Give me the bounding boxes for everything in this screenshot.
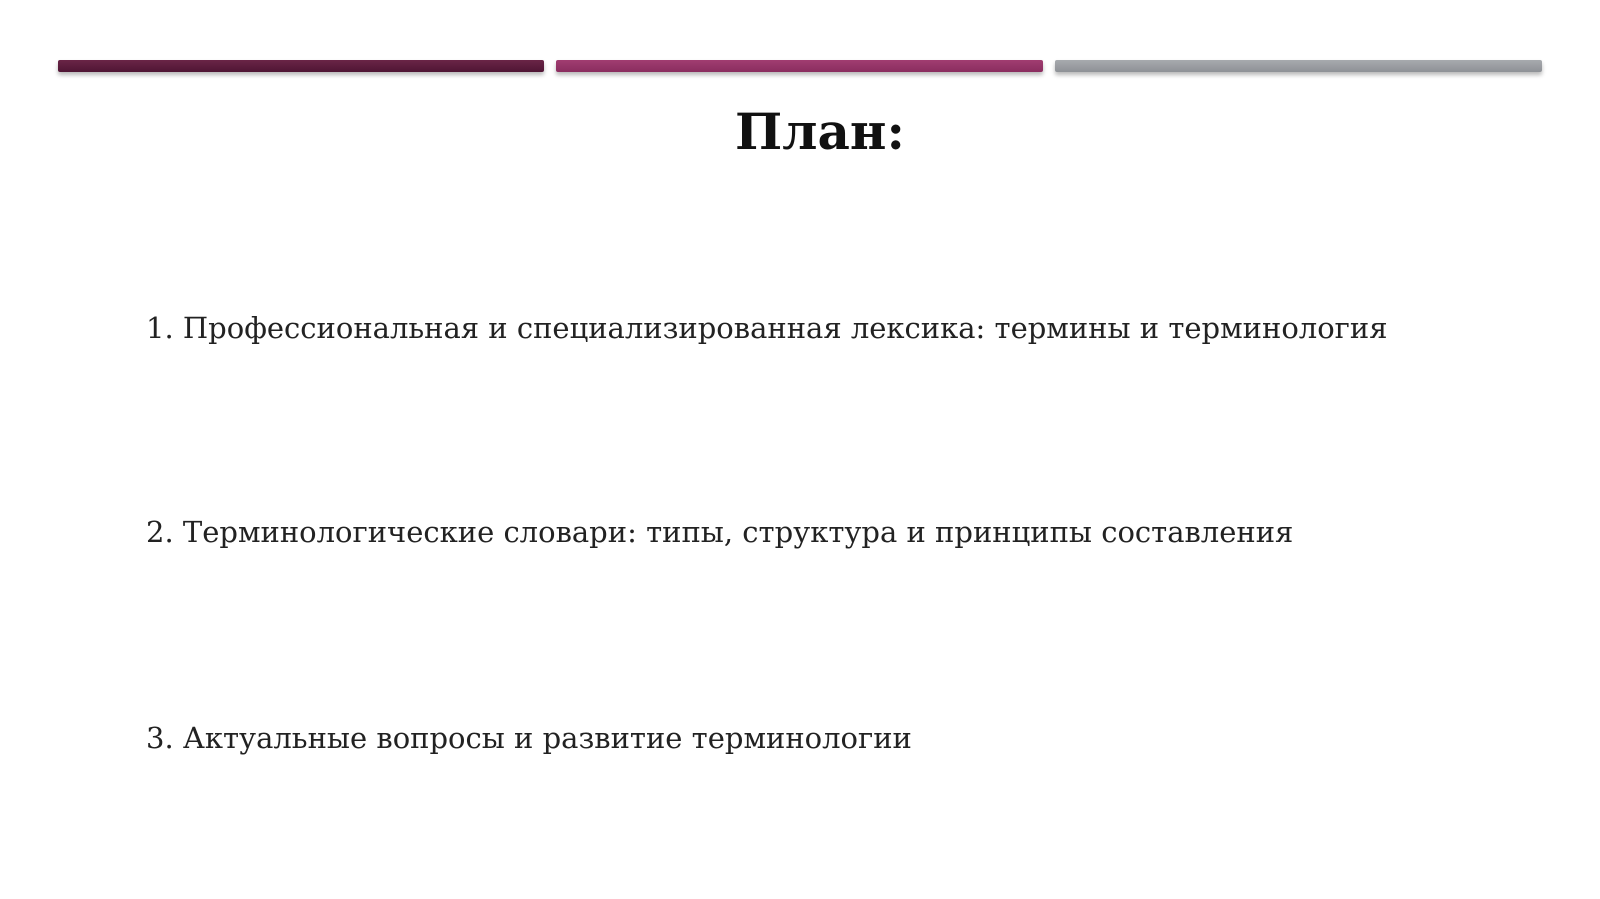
plan-item-1: 1. Профессиональная и специализированная лексика: термины и терминология <box>146 311 1388 345</box>
accent-bar-magenta <box>556 60 1043 72</box>
plan-item-2: 2. Терминологические словари: типы, структура и принципы составления <box>146 515 1294 549</box>
plan-item-3: 3. Актуальные вопросы и развитие терминологии <box>146 721 912 755</box>
accent-bar-gray <box>1055 60 1542 72</box>
accent-bars <box>58 60 1542 74</box>
slide-title: План: <box>735 102 905 161</box>
accent-bar-plum <box>58 60 544 72</box>
